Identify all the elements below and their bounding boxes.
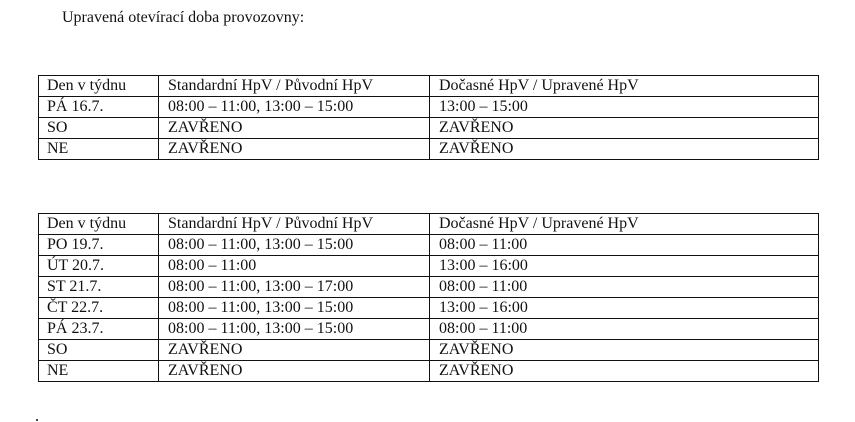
day-cell: ÚT 20.7. bbox=[39, 256, 159, 277]
header-temporary: Dočasné HpV / Upravené HpV bbox=[430, 76, 819, 97]
day-cell: SO bbox=[39, 118, 159, 139]
temporary-hours-cell: 08:00 – 11:00 bbox=[430, 235, 819, 256]
day-cell: ČT 22.7. bbox=[39, 298, 159, 319]
temporary-hours-cell: 13:00 – 15:00 bbox=[430, 97, 819, 118]
scan-speck bbox=[36, 419, 38, 421]
table-header-row bbox=[39, 76, 819, 97]
temporary-hours-cell: 13:00 – 16:00 bbox=[430, 298, 819, 319]
temporary-hours-cell: ZAVŘENO bbox=[430, 139, 819, 160]
header-day: Den v týdnu bbox=[39, 214, 159, 235]
standard-hours-cell: 08:00 – 11:00, 13:00 – 17:00 bbox=[159, 277, 430, 298]
standard-hours-cell: 08:00 – 11:00, 13:00 – 15:00 bbox=[159, 298, 430, 319]
day-cell: PO 19.7. bbox=[39, 235, 159, 256]
header-standard: Standardní HpV / Původní HpV bbox=[159, 76, 430, 97]
table-row bbox=[39, 298, 819, 319]
standard-hours-cell: ZAVŘENO bbox=[159, 340, 430, 361]
table-row bbox=[39, 118, 819, 139]
standard-hours-cell: ZAVŘENO bbox=[159, 361, 430, 382]
table-row bbox=[39, 361, 819, 382]
standard-hours-cell: ZAVŘENO bbox=[159, 118, 430, 139]
day-cell: ST 21.7. bbox=[39, 277, 159, 298]
standard-hours-cell: 08:00 – 11:00, 13:00 – 15:00 bbox=[159, 319, 430, 340]
temporary-hours-cell: ZAVŘENO bbox=[430, 361, 819, 382]
table-row bbox=[39, 97, 819, 118]
table-row bbox=[39, 340, 819, 361]
day-cell: NE bbox=[39, 139, 159, 160]
page-heading: Upravená otevírací doba provozovny: bbox=[62, 9, 305, 26]
table-row bbox=[39, 277, 819, 298]
table-row bbox=[39, 319, 819, 340]
day-cell: PÁ 23.7. bbox=[39, 319, 159, 340]
standard-hours-cell: ZAVŘENO bbox=[159, 139, 430, 160]
header-temporary: Dočasné HpV / Upravené HpV bbox=[430, 214, 819, 235]
table-header-row bbox=[39, 214, 819, 235]
day-cell: PÁ 16.7. bbox=[39, 97, 159, 118]
temporary-hours-cell: ZAVŘENO bbox=[430, 118, 819, 139]
day-cell: NE bbox=[39, 361, 159, 382]
opening-hours-table-week-1 bbox=[38, 75, 819, 160]
temporary-hours-cell: ZAVŘENO bbox=[430, 340, 819, 361]
temporary-hours-cell: 13:00 – 16:00 bbox=[430, 256, 819, 277]
standard-hours-cell: 08:00 – 11:00 bbox=[159, 256, 430, 277]
header-standard: Standardní HpV / Původní HpV bbox=[159, 214, 430, 235]
table-row bbox=[39, 235, 819, 256]
temporary-hours-cell: 08:00 – 11:00 bbox=[430, 319, 819, 340]
day-cell: SO bbox=[39, 340, 159, 361]
table-row bbox=[39, 256, 819, 277]
header-day: Den v týdnu bbox=[39, 76, 159, 97]
opening-hours-table-week-2 bbox=[38, 213, 819, 382]
standard-hours-cell: 08:00 – 11:00, 13:00 – 15:00 bbox=[159, 235, 430, 256]
table-row bbox=[39, 139, 819, 160]
temporary-hours-cell: 08:00 – 11:00 bbox=[430, 277, 819, 298]
standard-hours-cell: 08:00 – 11:00, 13:00 – 15:00 bbox=[159, 97, 430, 118]
